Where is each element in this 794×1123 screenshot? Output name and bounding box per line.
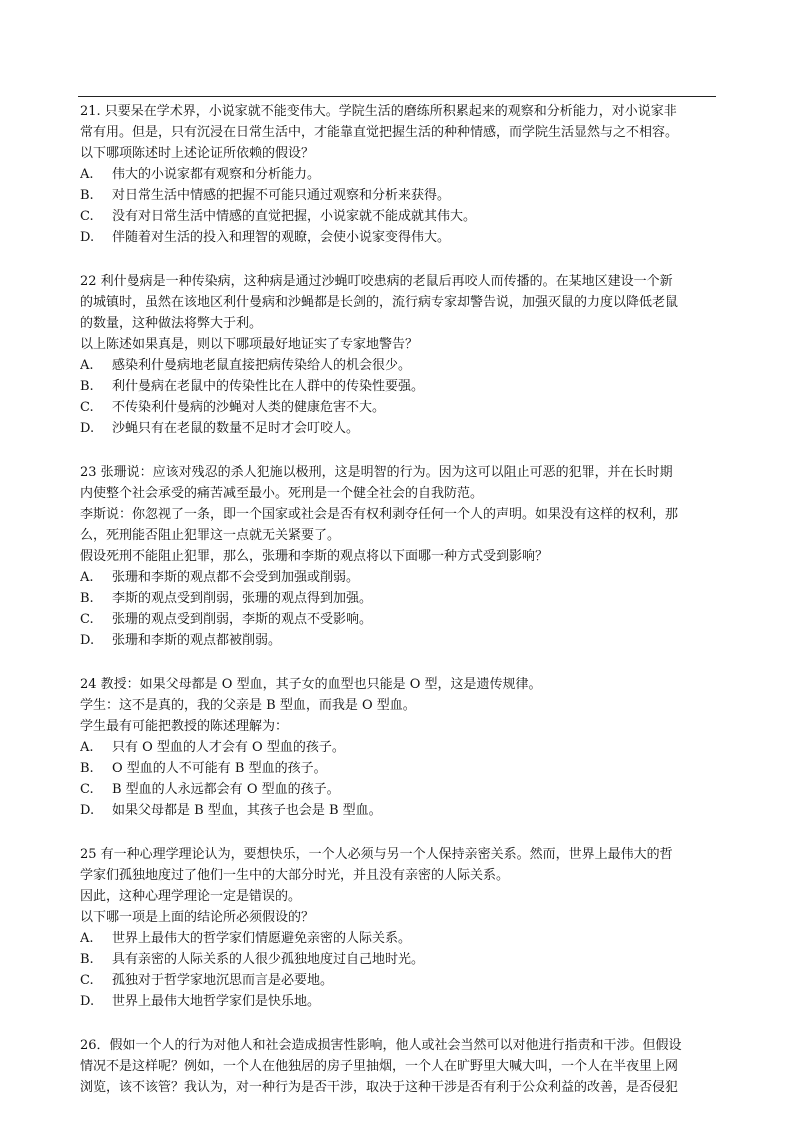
answer-option: [80, 185, 722, 206]
question-22: [80, 271, 722, 439]
answer-option: [80, 970, 722, 991]
question-text-line: 的数量，这种做法将弊大于利。: [80, 316, 263, 331]
option-label: D.: [80, 994, 95, 1009]
option-label: A.: [80, 358, 94, 373]
question-text-line: 浏览，该不该管？我认为，对一种行为是否干涉，取决于这种干涉是否有利于公众利益的改善，是否侵犯: [80, 1080, 679, 1095]
answer-option: [80, 949, 722, 970]
option-label: D.: [80, 803, 95, 818]
question-text-line: 内使整个社会承受的痛苦减至最小。死刑是一个健全社会的自我防范。: [80, 486, 484, 501]
answer-option: [80, 206, 722, 227]
option-label: B.: [80, 952, 94, 967]
option-label: D.: [80, 230, 95, 245]
question-text-line: 因此，这种心理学理论一定是错误的。: [80, 889, 302, 904]
option-text: O 型血的人不可能有 B 型血的孩子。: [112, 761, 327, 776]
question-text-line: 以下哪一项是上面的结论所必须假设的？: [80, 910, 315, 925]
option-label: C.: [80, 612, 94, 627]
option-label: D.: [80, 421, 95, 436]
option-label: C.: [80, 400, 94, 415]
option-text: B 型血的人永远都会有 O 型血的孩子。: [112, 782, 340, 797]
question-text-line: 26．假如一个人的行为对他人和社会造成损害性影响，他人或社会当然可以对他进行指责和干涉。但假设: [80, 1038, 682, 1053]
option-label: B.: [80, 188, 94, 203]
question-text-line: 么，死刑能否阻止犯罪这一点就无关紧要了。: [80, 528, 341, 543]
question-text-line: 21. 只要呆在学术界，小说家就不能变伟大。学院生活的磨练所积累起来的观察和分析能力，对小说家非: [80, 104, 677, 119]
option-text: 没有对日常生活中情感的直觉把握，小说家就不能成就其伟大。: [112, 209, 477, 224]
answer-option: [80, 991, 722, 1012]
header-rule: [78, 96, 716, 97]
question-text-line: 以上陈述如果真是，则以下哪项最好地证实了专家地警告？: [80, 337, 419, 352]
option-label: C.: [80, 973, 94, 988]
option-text: 张珊和李斯的观点都被削弱。: [112, 633, 282, 648]
question-text-line: 22 利什曼病是一种传染病，这种病是通过沙蝇叮咬患病的老鼠后再咬人而传播的。在某地区建设一个新: [80, 274, 673, 289]
question-text-line: 假设死刑不能阻止犯罪，那么，张珊和李斯的观点将以下面哪一种方式受到影响？: [80, 549, 549, 564]
question-26: [80, 1035, 722, 1098]
option-label: D.: [80, 633, 95, 648]
answer-option: [80, 779, 722, 800]
answer-option: [80, 376, 722, 397]
option-label: B.: [80, 591, 94, 606]
question-text-line: 25 有一种心理学理论认为，要想快乐，一个人必须与另一个人保持亲密关系。然而，世界上最伟大的哲: [80, 847, 673, 862]
option-text: 利什曼病在老鼠中的传染性比在人群中的传染性要强。: [112, 379, 425, 394]
answer-option: [80, 567, 722, 588]
question-text-line: 李斯说：你忽视了一条，即一个国家或社会是否有权利剥夺任何一个人的声明。如果没有这样的权利，那: [80, 507, 679, 522]
option-text: 感染利什曼病地老鼠直接把病传染给人的机会很少。: [112, 358, 412, 373]
question-text-line: 的城镇时，虽然在该地区利什曼病和沙蝇都是长剑的，流行病专家却警告说，加强灭鼠的力度以降低老鼠: [80, 295, 679, 310]
option-text: 李斯的观点受到削弱，张珊的观点得到加强。: [112, 591, 373, 606]
option-label: C.: [80, 782, 94, 797]
question-24: [80, 674, 722, 821]
answer-option: [80, 800, 722, 821]
option-label: B.: [80, 761, 94, 776]
question-text-line: 学家们孤独地度过了他们一生中的大部分时光，并且没有亲密的人际关系。: [80, 868, 510, 883]
question-23: [80, 462, 722, 651]
option-text: 世界上最伟大地哲学家们是快乐地。: [112, 994, 321, 1009]
question-text-line: 常有用。但是，只有沉浸在日常生活中，才能靠直觉把握生活的种种情感，而学院生活显然与之不相容。: [80, 125, 679, 140]
option-text: 伴随着对生活的投入和理智的观瞭，会使小说家变得伟大。: [112, 230, 451, 245]
question-text-line: 23 张珊说：应该对残忍的杀人犯施以极刑，这是明智的行为。因为这可以阻止可恶的犯罪，并在长时期: [80, 465, 673, 480]
answer-option: [80, 630, 722, 651]
option-label: A.: [80, 570, 94, 585]
answer-option: [80, 227, 722, 248]
option-label: C.: [80, 209, 94, 224]
answer-option: [80, 737, 722, 758]
question-text-line: 学生：这不是真的，我的父亲是 B 型血，而我是 O 型血。: [80, 698, 416, 713]
answer-option: [80, 758, 722, 779]
option-text: 如果父母都是 B 型血，其孩子也会是 B 型血。: [112, 803, 382, 818]
answer-option: [80, 928, 722, 949]
answer-option: [80, 418, 722, 439]
option-text: 世界上最伟大的哲学家们情愿避免亲密的人际关系。: [112, 931, 412, 946]
option-label: A.: [80, 740, 94, 755]
question-25: [80, 844, 722, 1012]
option-text: 张珊的观点受到削弱，李斯的观点不受影响。: [112, 612, 373, 627]
option-label: B.: [80, 379, 94, 394]
option-label: A.: [80, 167, 94, 182]
question-list: [80, 101, 722, 1121]
question-text-line: 以下哪项陈述时上述论证所依赖的假设？: [80, 146, 315, 161]
option-text: 张珊和李斯的观点都不会受到加强或削弱。: [112, 570, 360, 585]
option-text: 只有 O 型血的人才会有 O 型血的孩子。: [112, 740, 345, 755]
question-text-line: 学生最有可能把教授的陈述理解为：: [80, 719, 289, 734]
option-label: A.: [80, 931, 94, 946]
answer-option: [80, 164, 722, 185]
option-text: 伟大的小说家都有观察和分析能力。: [112, 167, 321, 182]
option-text: 沙蝇只有在老鼠的数量不足时才会叮咬人。: [112, 421, 360, 436]
question-21: [80, 101, 722, 248]
option-text: 不传染利什曼病的沙蝇对人类的健康危害不大。: [112, 400, 386, 415]
answer-option: [80, 397, 722, 418]
question-text-line: 情况不是这样呢？例如，一个人在他独居的房子里抽烟，一个人在旷野里大喊大叫，一个人在半夜里上网: [80, 1059, 679, 1074]
answer-option: [80, 355, 722, 376]
option-text: 孤独对于哲学家地沉思而言是必要地。: [112, 973, 334, 988]
answer-option: [80, 588, 722, 609]
option-text: 具有亲密的人际关系的人很少孤独地度过自己地时光。: [112, 952, 425, 967]
question-text-line: 24 教授：如果父母都是 O 型血，其子女的血型也只能是 O 型，这是遗传规律。: [80, 677, 542, 692]
option-text: 对日常生活中情感的把握不可能只通过观察和分析来获得。: [112, 188, 451, 203]
answer-option: [80, 609, 722, 630]
